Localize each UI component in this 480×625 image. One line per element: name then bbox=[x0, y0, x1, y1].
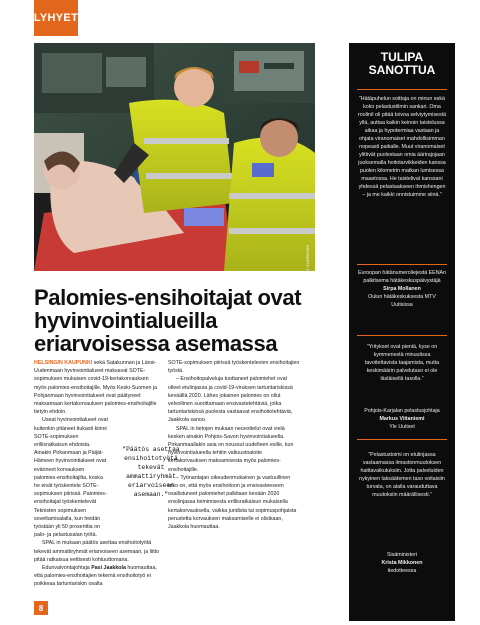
article-headline: Palomies-ensihoitajat ovat hyvinvointialueilla eriarvoisessa asemassa bbox=[34, 285, 302, 356]
lead-paragraph bbox=[34, 359, 160, 416]
paragraph: Useat hyvinvointialueet ovat kuitenkin pitäneet tiukasti kiinni SOTE-sopimuksen erillisratkaisun ehdoista. Ainakin Pirkanmaan ja Päijät-Hämeen hyvinvointialueet ovat evänneet korvauksen palomies-ensihoitajilta, koska he eivät työskentele SOTE-sopimuksen piirissä. Palomies-ensihoitajat työskentelevät Teknisten sopimuksen soveltamisalalla, kun heidän työstään yli 50 prosenttia on palo- ja pelastusalan työtä. bbox=[34, 417, 108, 539]
sidebar-quote-1 bbox=[357, 95, 447, 199]
divider bbox=[357, 439, 447, 440]
person-name: Pasi Jaakkola bbox=[91, 565, 126, 572]
sidebar-quote-3 bbox=[357, 451, 447, 499]
divider bbox=[357, 264, 447, 265]
sidebar-title: TULIPA SANOTTUA bbox=[368, 50, 436, 77]
page-number: 8 bbox=[34, 601, 48, 615]
pull-quote: ”Päätös asettaa ensihoitotyötä tekevät ammattiryhmät eriarvoiseen asemaan.” bbox=[122, 446, 180, 498]
sidebar-attribution-1: Euroopan hätänumeroliejestä EENAn palkitsema hätäkeskuspäivystäjä Sirpa Mollanen Oulun hätäkeskuksesta MTV Uutisissa bbox=[357, 270, 447, 308]
paragraph: SPAL in mukaan päätös asettaa ensihoitotyötä tekevät ammattiryhmät eriarvoiseen asemaan, ja liitto pitää ratkaisua eettisesti kohtuuttomana. bbox=[34, 540, 160, 563]
sidebar-attribution-3: Sisäministeri Krista Mikkonen tiedotteessa bbox=[357, 551, 447, 575]
paragraph: SOTE-sopimuksen piirissä työskentelevien ensihoitajien työstä. bbox=[168, 360, 300, 375]
quotes-sidebar bbox=[349, 43, 455, 621]
divider bbox=[357, 335, 447, 336]
section-label: LYHYET bbox=[34, 0, 78, 36]
lead-text: sekä Satakunnan ja Länsi-Uudenmaan hyvinvointialueet maksavat SOTE-sopimuksen mukaisen covid-19-kertakorvauksen myös palomies-ensihoitajille. Myös Keski-Suomen ja Pohjanmaan hyvinvointialueet ovat päätyneet maksamaan kertakorvauksen palomies-ensihoitajille tietyin ehdoin. bbox=[34, 360, 158, 416]
sidebar-attribution-2: Pohjois-Karjalan pelastusjohtaja Markus Viitaniemi Yle Uutiset bbox=[357, 407, 447, 431]
paragraph: – Työnantajan oikeudenmukainen ja vastuullinen teko on, että myös ensihoitoon ja ensivasteeseen osallistuneet palomiehet palkitaan kevään 2020 ensilinjassa toimimisesta erillisratkaisun mukaisella kertakorvauksella, vaikka juridista tai sopimuspohjaista perustetta korvauksen maksamiselle ei olisikaan, Jaakkola huomauttaa. bbox=[168, 474, 297, 531]
divider bbox=[357, 89, 447, 90]
article-photo bbox=[34, 43, 315, 311]
quote-author: Krista Mikkonen bbox=[381, 560, 423, 566]
quote-author: Sirpa Mollanen bbox=[383, 286, 421, 292]
dateline: HELSINGIN KAUPUNKI bbox=[34, 360, 93, 366]
quote-text: ”Yritykset ovat pieniä, kyse on kymmenestä minuutissa tavoitettavista taajamista, mutta keskimäärin palvelutaso ei ole läsläisellä tasolla.” bbox=[364, 344, 440, 382]
quote-author: Markus Viitaniemi bbox=[379, 416, 425, 422]
photo-credit: KUVA: SPAL / MIKKO VUORINEN bbox=[305, 244, 310, 311]
quote-text: ”Pelastustoimi on etulinjassa vastaamassa ilmastonmuutoksen haittavaikutuksiin. Jotta palveluiden nykyinen laksäätemen taso voitaisiin turvata, on alalla varauduttava muutoksiin määrällisesti.” bbox=[359, 452, 445, 498]
paragraph: Edunvalvontajohtaja Pasi Jaakkola huomauttaa, että palomies-ensihoitajien tekemä ensihoitotyö ei poikkeaa tartuntariskin osalta bbox=[34, 565, 157, 588]
paragraph: SPAL in tietojen mukaan neuvottelut ovat vielä kesken ainakin Pohjois-Savon hyvinvointialueella. Pirkanmaallakin asia on noussut uudelleen esille, kun hyvinvointialueella tehtiin valtuustoaloite kertakorvauksen maksamisesta myös palomies-ensihoitajille. bbox=[168, 425, 294, 473]
ambulance-scene-illustration bbox=[34, 43, 315, 271]
sidebar-quote-2 bbox=[357, 343, 447, 383]
quote-text: ”Hätäpuhelun soittaja on minun sekä koko pelastustilmin sankari. Oma rooliniI oli pitää toivoa selviytymisestä yllä, auttaa kaikin keinoin taistelussa aikaa ja hypotermiaa vastaan ja ohjata viranomaiset mahdollisimman nopeasti paikalle. Muut viranomaiset ylittivät puolestaan omia äärirajojaan juoksemalla hoitotarvikkeiden kanssa puolen kilometrin matkan lumisessa maastossa. He taistelivat kanssani yhdessä pelastaakseen ihmishengen – ja me kaikki onnistuimme siinä.” bbox=[357, 96, 447, 198]
paragraph: – Ensihoitopalveluja tuottaneet palomiehet ovat olleet etulinjassa ja covid-19-viruksen tartuntariskissä keväällä 2020. Lähes jokainen palomies on ollut velvollinen suorittamaan ensivastetehtäviä, jotka tartuntariskinsä puolesta vastaavat ensihoitotehtäviä, Jaakkola sanoo. bbox=[168, 376, 293, 424]
